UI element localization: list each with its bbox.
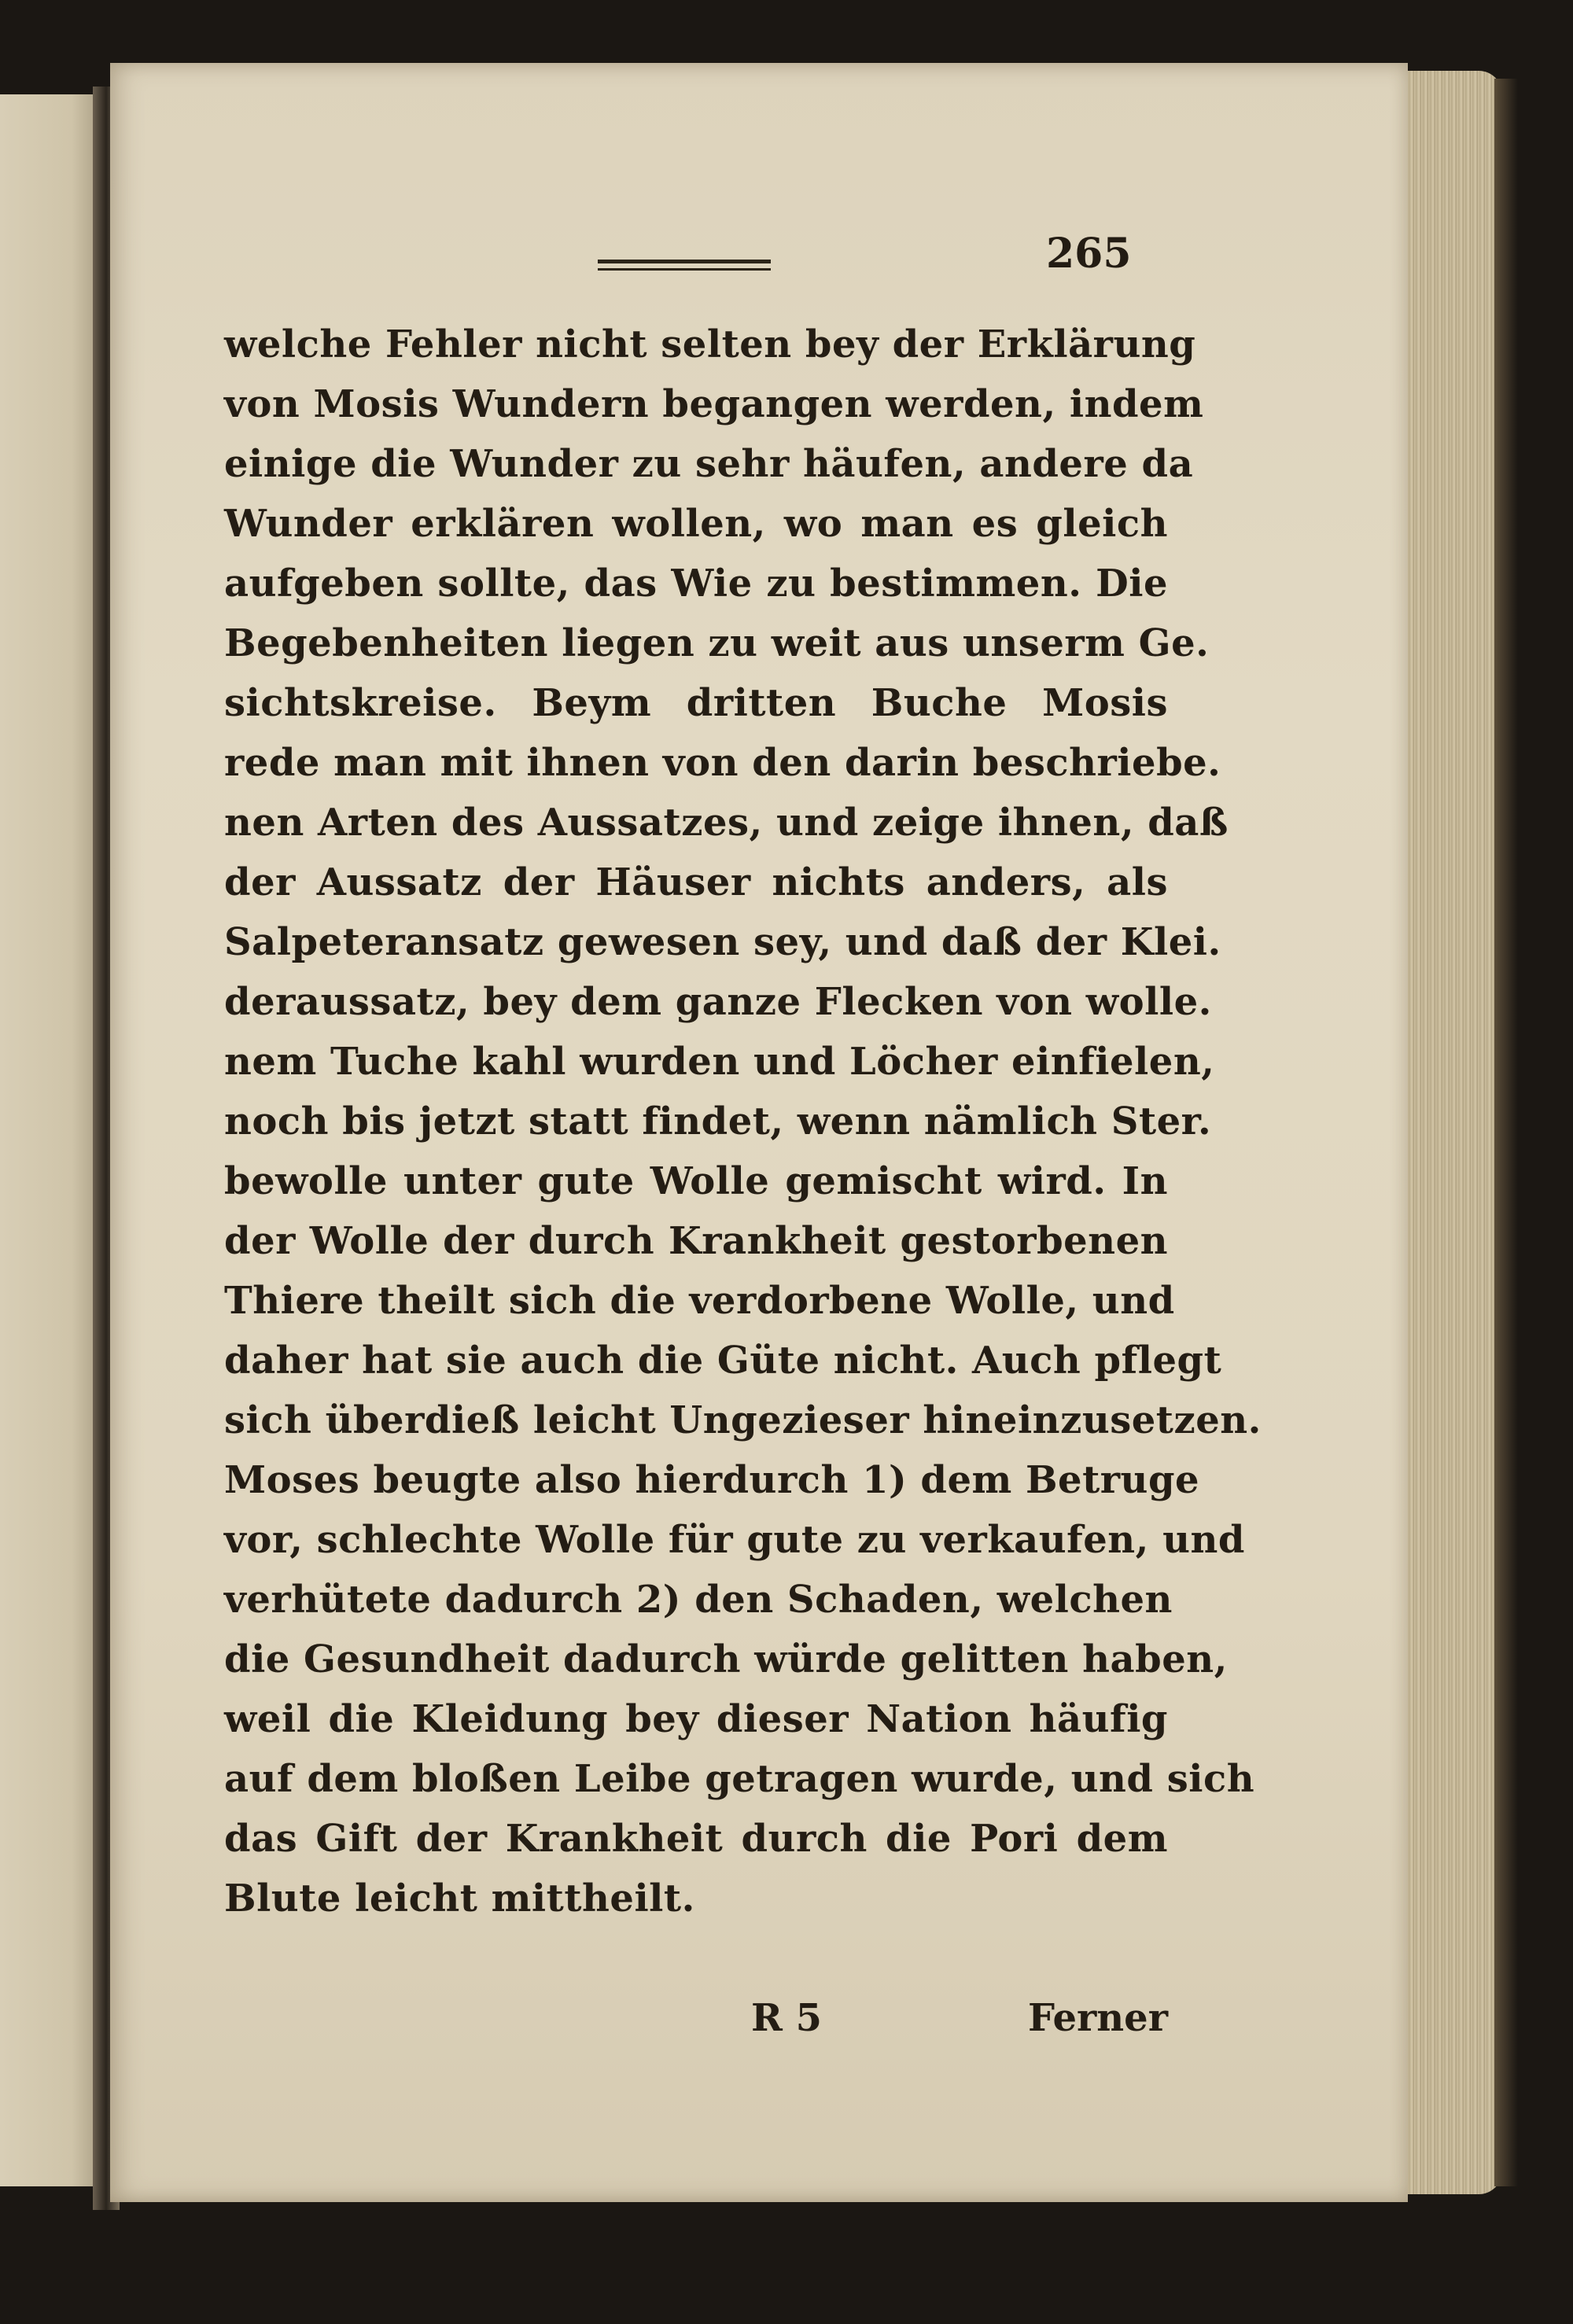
catchword: Ferner: [1027, 1996, 1168, 2040]
page-footer: [224, 1996, 1168, 2056]
text-line: bewolle unter gute Wolle gemischt wird. In: [224, 1159, 1168, 1203]
left-page-edge: [0, 94, 102, 2186]
page-edges-shadow: [1494, 79, 1518, 2186]
text-line: nen Arten des Aussatzes, und zeige ihnen, daß: [224, 801, 1229, 845]
text-line: das Gift der Krankheit durch die Pori dem: [224, 1817, 1168, 1861]
text-line: Salpeteransatz gewesen sey, und daß der Klei.: [224, 920, 1221, 964]
header-rule: [598, 260, 771, 271]
text-line: auf dem bloßen Leibe getragen wurde, und sich: [224, 1757, 1255, 1801]
text-line: weil die Kleidung bey dieser Nation häufig: [224, 1697, 1168, 1741]
text-line: nem Tuche kahl wurden und Löcher einfielen,: [224, 1040, 1215, 1084]
text-line: Moses beugte also hierdurch 1) dem Betruge: [224, 1458, 1200, 1502]
text-line: Begebenheiten liegen zu weit aus unserm Ge.: [224, 621, 1210, 665]
text-line: rede man mit ihnen von den darin beschriebe.: [224, 741, 1221, 785]
text-line: deraussatz, bey dem ganze Flecken von wolle.: [224, 980, 1212, 1024]
text-line: sich überdieß leicht Ungezieser hineinzusetzen.: [224, 1398, 1262, 1442]
text-line: verhütete dadurch 2) den Schaden, welchen: [224, 1578, 1173, 1622]
text-line: einige die Wunder zu sehr häufen, andere da: [224, 442, 1194, 486]
body-text: [224, 315, 1262, 1928]
text-line: welche Fehler nicht selten bey der Erklärung: [224, 322, 1196, 366]
text-line: noch bis jetzt statt findet, wenn nämlich Ster.: [224, 1099, 1212, 1144]
text-line: aufgeben sollte, das Wie zu bestimmen. Die: [224, 562, 1168, 606]
text-line: die Gesundheit dadurch würde gelitten haben,: [224, 1637, 1228, 1681]
signature-mark: R 5: [751, 1996, 822, 2040]
text-line: daher hat sie auch die Güte nicht. Auch pflegt: [224, 1339, 1222, 1383]
text-line: Thiere theilt sich die verdorbene Wolle, und: [224, 1279, 1175, 1323]
text-line: von Mosis Wundern begangen werden, indem: [224, 382, 1204, 426]
page-number: 265: [1046, 230, 1132, 278]
text-line: der Aussatz der Häuser nichts anders, als: [224, 860, 1168, 904]
text-line: sichtskreise. Beym dritten Buche Mosis: [224, 681, 1168, 725]
page-edges: [1400, 71, 1502, 2194]
text-line: der Wolle der durch Krankheit gestorbenen: [224, 1219, 1168, 1263]
text-line: Wunder erklären wollen, wo man es gleich: [224, 502, 1168, 546]
text-line: Blute leicht mittheilt.: [224, 1877, 695, 1921]
text-line: vor, schlechte Wolle für gute zu verkaufen, und: [224, 1518, 1245, 1562]
